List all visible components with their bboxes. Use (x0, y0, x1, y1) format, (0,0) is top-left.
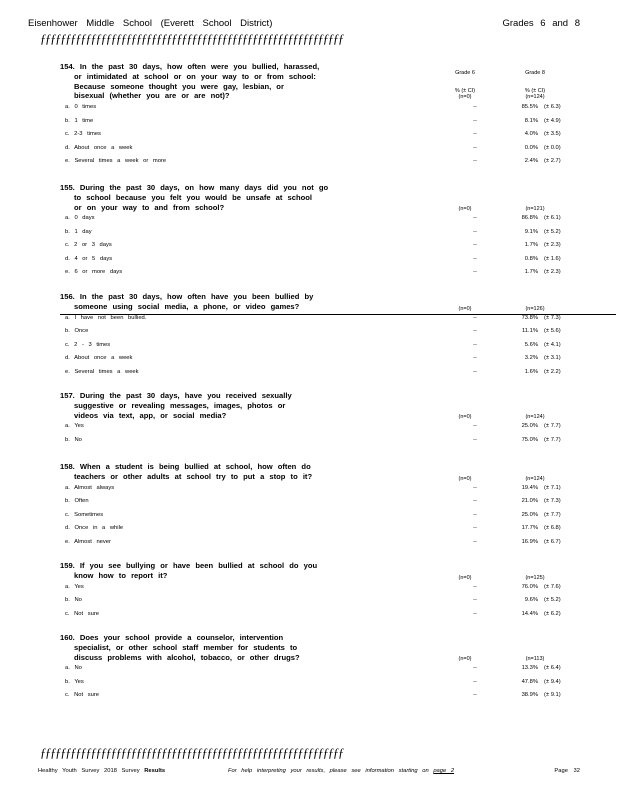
grade8-ci: (± 1.6) (544, 255, 561, 262)
grade6-value: -- (473, 269, 477, 276)
answer-rows (60, 101, 590, 169)
grade8-ci: (± 2.2) (544, 368, 561, 375)
answer-row (60, 522, 590, 536)
grade8-percent: 17.7% (521, 525, 538, 532)
n-grade6: (n=0) (458, 94, 472, 100)
grade8-ci: (± 7.6) (544, 583, 561, 590)
question-159 (60, 561, 590, 621)
answer-label: a. I have not been bullied. (65, 314, 147, 321)
grade8-percent: 3.2% (524, 355, 538, 362)
grade8-ci: (± 6.8) (544, 525, 561, 532)
grade8-ci: (± 6.1) (544, 215, 561, 222)
grade6-value: -- (473, 692, 477, 699)
grade8-ci: (± 6.2) (544, 610, 561, 617)
grade6-value: -- (473, 678, 477, 685)
grade6-value: -- (473, 583, 477, 590)
grade8-ci: (± 6.7) (544, 538, 561, 545)
n-grade8: (n=124) (525, 476, 545, 482)
question-158 (60, 462, 590, 549)
grade6-value: -- (473, 104, 477, 111)
pct-ci-header: % (± CI) (454, 88, 476, 94)
answer-label: a. Yes (65, 423, 84, 430)
answer-row (60, 212, 590, 226)
grade8-ci: (± 4.1) (544, 341, 561, 348)
answer-row (60, 352, 590, 366)
answer-row (60, 101, 590, 115)
answer-label: b. Often (65, 498, 89, 505)
answer-row (60, 676, 590, 690)
page-number: Page 32 (554, 768, 580, 774)
grade6-column-header: Grade 6 (455, 70, 475, 76)
grade8-percent: 1.6% (524, 368, 538, 375)
grade8-ci: (± 7.3) (544, 314, 561, 321)
answer-label: c. 2-3 times (65, 131, 101, 138)
grade8-percent: 19.4% (521, 484, 538, 491)
answer-row (60, 581, 590, 595)
answer-row (60, 226, 590, 240)
answer-label: c. Not sure (65, 610, 100, 617)
question-154 (60, 62, 590, 169)
grade6-value: -- (473, 525, 477, 532)
answer-row (60, 495, 590, 509)
grade6-value: -- (473, 511, 477, 518)
answer-label: d. Once in a while (65, 525, 124, 532)
answer-row (60, 608, 590, 622)
grade8-percent: 25.0% (521, 423, 538, 430)
answer-row (60, 239, 590, 253)
n-grade8: (n=124) (525, 414, 545, 420)
decorative-border-top: ƒƒƒƒƒƒƒƒƒƒƒƒƒƒƒƒƒƒƒƒƒƒƒƒƒƒƒƒƒƒƒƒƒƒƒƒƒƒƒƒƒƒƒƒƒƒƒƒƒƒƒƒƒƒƒƒƒƒƒƒ (40, 32, 344, 46)
answer-row (60, 536, 590, 550)
answer-rows (60, 312, 590, 380)
grade8-percent: 8.1% (524, 117, 538, 124)
grade8-percent: 13.3% (521, 665, 538, 672)
grade6-value: -- (473, 255, 477, 262)
n-grade8: (n=113) (525, 656, 545, 662)
n-grade8: (n=126) (525, 306, 545, 312)
answer-rows (60, 212, 590, 280)
n-grade6: (n=0) (458, 476, 472, 482)
grade8-percent: 0.8% (524, 255, 538, 262)
grade8-column-header: Grade 8 (525, 70, 545, 76)
grade8-ci: (± 7.7) (544, 511, 561, 518)
page-footer (38, 768, 580, 780)
answer-row (60, 689, 590, 703)
question-text: 157. During the past 30 days, have you received sexually suggestive or revealing messages, images, photos or videos via text, app, or social media? (60, 391, 292, 420)
page-2-link[interactable]: page 2 (433, 768, 455, 774)
answer-label: b. 1 day (65, 228, 92, 235)
grade6-value: -- (473, 665, 477, 672)
grade6-value: -- (473, 144, 477, 151)
question-text: 158. When a student is being bullied at school, how often do teachers or other adults at school try to put a stop to it? (60, 462, 313, 481)
grade8-ci: (± 9.4) (544, 678, 561, 685)
answer-row (60, 420, 590, 434)
grade8-percent: 4.0% (524, 131, 538, 138)
grade6-value: -- (473, 610, 477, 617)
question-text: 159. If you see bullying or have been bullied at school do you know how to report it? (60, 561, 318, 580)
grade6-value: -- (473, 328, 477, 335)
answer-label: a. No (65, 665, 82, 672)
grade6-value: -- (473, 341, 477, 348)
grade8-ci: (± 9.1) (544, 692, 561, 699)
grade8-percent: 1.7% (524, 242, 538, 249)
n-grade6: (n=0) (458, 656, 472, 662)
grade8-percent: 47.8% (521, 678, 538, 685)
grade8-ci: (± 7.7) (544, 423, 561, 430)
page-header (28, 18, 580, 32)
pct-ci-header: % (± CI) (524, 88, 546, 94)
answer-row (60, 266, 590, 280)
grade8-ci: (± 6.4) (544, 665, 561, 672)
grade8-ci: (± 4.9) (544, 117, 561, 124)
question-160 (60, 633, 590, 703)
answer-label: c. Sometimes (65, 511, 104, 518)
n-grade6: (n=0) (458, 575, 472, 581)
grade8-percent: 14.4% (521, 610, 538, 617)
grade6-value: -- (473, 538, 477, 545)
grade6-value: -- (473, 242, 477, 249)
grade6-value: -- (473, 498, 477, 505)
school-name: Eisenhower Middle School (Everett School District) (28, 18, 273, 29)
answer-label: c. 2 or 3 days (65, 242, 112, 249)
grade8-percent: 1.7% (524, 269, 538, 276)
grade8-ci: (± 6.3) (544, 104, 561, 111)
n-grade8: (n=121) (525, 206, 545, 212)
answer-label: c. Not sure (65, 692, 100, 699)
n-grade6: (n=0) (458, 206, 472, 212)
answer-label: a. Yes (65, 583, 84, 590)
grade8-ci: (± 0.0) (544, 144, 561, 151)
question-text: 154. In the past 30 days, how often were you bullied, harassed, or intimidated at school or on your way to or from school: Because someone thought you were gay, lesbian, or bisexual (whether you are or are not)? (60, 62, 320, 101)
footer-survey: Healthy Youth Survey 2018 Survey Results (38, 768, 166, 774)
grade8-ci: (± 3.1) (544, 355, 561, 362)
grades-label: Grades 6 and 8 (502, 18, 580, 29)
question-text: 156. In the past 30 days, how often have you been bullied by someone using social media, a phone, or video games? (60, 292, 314, 311)
answer-label: b. Yes (65, 678, 84, 685)
question-155 (60, 183, 590, 280)
grade6-value: -- (473, 117, 477, 124)
answer-label: d. About once a week (65, 144, 133, 151)
grade8-ci: (± 2.3) (544, 242, 561, 249)
question-text: 155. During the past 30 days, on how many days did you not go to school because you felt you would be unsafe at school or on your way to and from school? (60, 183, 329, 212)
grade6-value: -- (473, 355, 477, 362)
answer-label: e. 6 or more days (65, 269, 123, 276)
divider-line (60, 314, 616, 315)
grade6-value: -- (473, 228, 477, 235)
n-grade6: (n=0) (458, 414, 472, 420)
grade6-value: -- (473, 314, 477, 321)
grade8-percent: 76.0% (521, 583, 538, 590)
answer-row (60, 594, 590, 608)
answer-label: a. 0 times (65, 104, 97, 111)
grade6-value: -- (473, 597, 477, 604)
grade8-ci: (± 5.2) (544, 597, 561, 604)
question-157 (60, 391, 590, 447)
grade8-percent: 9.1% (524, 228, 538, 235)
answer-label: e. Several times a week or more (65, 158, 167, 165)
grade8-percent: 85.5% (521, 104, 538, 111)
grade8-ci: (± 2.3) (544, 269, 561, 276)
question-156 (60, 292, 590, 379)
answer-label: b. No (65, 436, 82, 443)
grade8-percent: 5.6% (524, 341, 538, 348)
grade8-ci: (± 7.3) (544, 498, 561, 505)
grade6-value: -- (473, 484, 477, 491)
grade8-percent: 11.1% (521, 328, 538, 335)
grade8-percent: 9.6% (524, 597, 538, 604)
answer-rows (60, 420, 590, 447)
answer-row (60, 142, 590, 156)
answer-row (60, 325, 590, 339)
grade8-ci: (± 5.6) (544, 328, 561, 335)
answer-rows (60, 482, 590, 550)
grade6-value: -- (473, 215, 477, 222)
grade8-percent: 2.4% (524, 158, 538, 165)
n-grade8: (n=124) (525, 94, 545, 100)
grade8-ci: (± 3.5) (544, 131, 561, 138)
answer-label: b. 1 time (65, 117, 94, 124)
answer-label: d. 4 or 5 days (65, 255, 113, 262)
answer-rows (60, 581, 590, 622)
answer-row (60, 366, 590, 380)
answer-row (60, 115, 590, 129)
grade8-ci: (± 7.7) (544, 436, 561, 443)
grade8-ci: (± 7.1) (544, 484, 561, 491)
grade8-percent: 16.9% (521, 538, 538, 545)
question-text: 160. Does your school provide a counselor, intervention specialist, or other school staff member for students to discuss problems with alcohol, tobacco, or other drugs? (60, 633, 300, 662)
n-grade6: (n=0) (458, 306, 472, 312)
grade8-percent: 0.0% (524, 144, 538, 151)
answer-row (60, 155, 590, 169)
answer-row (60, 339, 590, 353)
answer-row (60, 434, 590, 448)
answer-label: d. About once a week (65, 355, 133, 362)
decorative-border-bottom: ƒƒƒƒƒƒƒƒƒƒƒƒƒƒƒƒƒƒƒƒƒƒƒƒƒƒƒƒƒƒƒƒƒƒƒƒƒƒƒƒƒƒƒƒƒƒƒƒƒƒƒƒƒƒƒƒƒƒƒƒ (40, 746, 344, 760)
grade6-value: -- (473, 158, 477, 165)
grade6-value: -- (473, 423, 477, 430)
answer-row (60, 253, 590, 267)
grade8-percent: 73.8% (521, 314, 538, 321)
grade8-ci: (± 2.7) (544, 158, 561, 165)
grade8-percent: 38.9% (521, 692, 538, 699)
answer-label: b. Once (65, 328, 89, 335)
grade8-ci: (± 5.2) (544, 228, 561, 235)
answer-row (60, 128, 590, 142)
answer-label: a. 0 days (65, 215, 95, 222)
grade6-value: -- (473, 368, 477, 375)
grade6-value: -- (473, 131, 477, 138)
footer-help: For help interpreting your results, please see information starting on page 2 (228, 768, 455, 774)
answer-row (60, 662, 590, 676)
answer-label: c. 2 - 3 times (65, 341, 111, 348)
grade8-percent: 75.0% (521, 436, 538, 443)
grade8-percent: 86.8% (521, 215, 538, 222)
answer-rows (60, 662, 590, 703)
answer-label: e. Several times a week (65, 368, 139, 375)
n-grade8: (n=125) (525, 575, 545, 581)
answer-label: e. Almost never (65, 538, 111, 545)
grade6-value: -- (473, 436, 477, 443)
answer-label: b. No (65, 597, 82, 604)
answer-row (60, 482, 590, 496)
grade8-percent: 25.0% (521, 511, 538, 518)
answer-row (60, 509, 590, 523)
grade8-percent: 21.0% (521, 498, 538, 505)
answer-label: a. Almost always (65, 484, 115, 491)
